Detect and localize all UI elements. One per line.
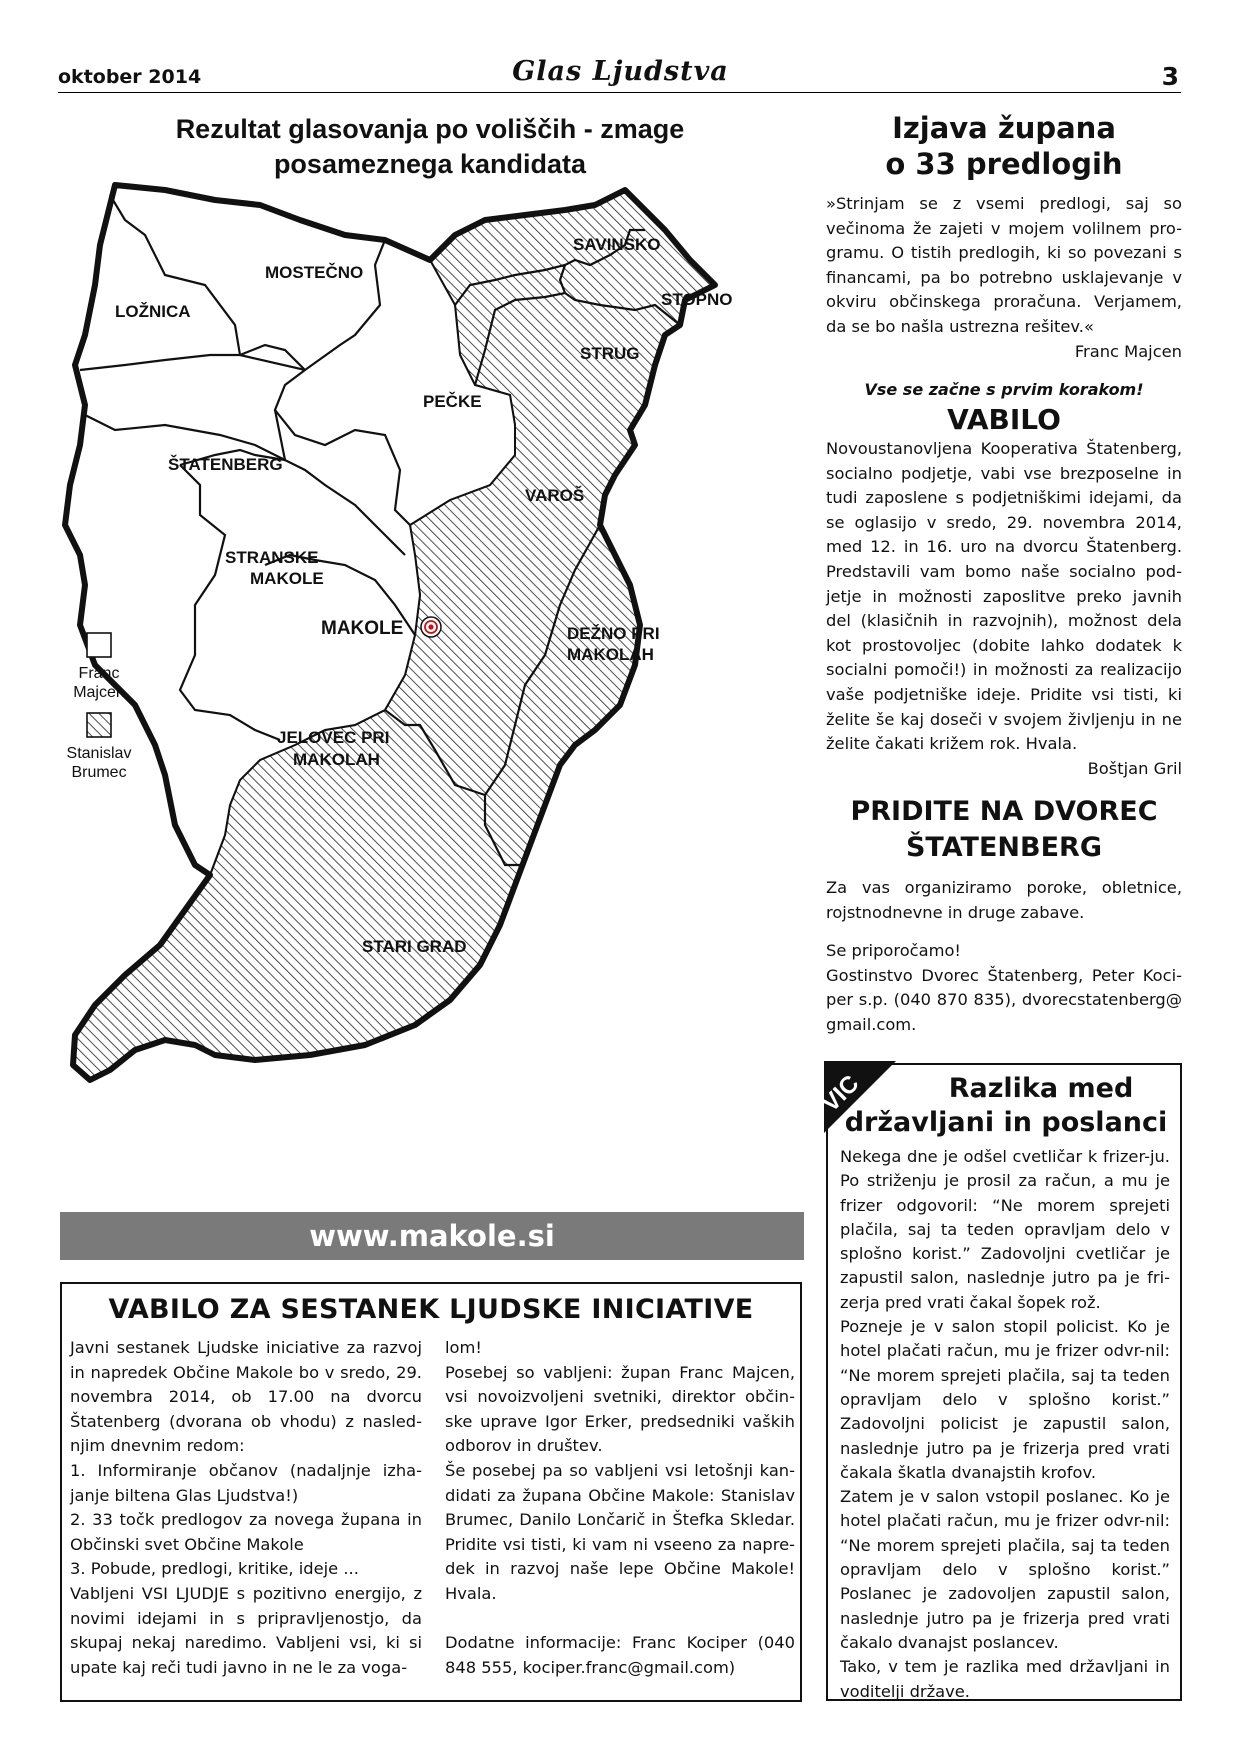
joke-title-line1: Razlika med: [948, 1073, 1134, 1104]
label-jelovec-line1: JELOVEC PRI: [277, 728, 390, 747]
joke-paragraph: Zatem je v salon vstopil poslanec. Ko je hotel plačati račun, mu je frizer odvr-nil: “Ne morem sprejeti plačila, saj ta teden opravljam delo v splošno korist.” Poslanec je zadovoljen zapustil salon, naslednje jutro pa je frizerja pred vrati čakalo dvanajst poslancev.: [840, 1487, 1170, 1652]
mayor-title-line2: o 33 predlogih: [885, 147, 1123, 181]
dvorec-title-line2: ŠTATENBERG: [905, 832, 1102, 863]
dvorec-title: [826, 794, 1182, 866]
joke-box: [817, 1063, 1182, 1701]
joke-paragraph: Tako, v tem je razlika med državljani in voditelji države.: [840, 1657, 1170, 1701]
vic-badge-text: VIC: [817, 1070, 865, 1118]
label-savinsko: SAVINSKO: [573, 235, 661, 254]
label-stopno: STOPNO: [661, 290, 733, 309]
mayor-statement-text: »Strinjam se z vsemi predlogi, saj so večinoma že zajeti v mojem volilnem pro-gramu. O tistih predlogih, ki so povezani s financami, pa bo potrebno usklajevanje v okviru občinskega proračuna. Verjamem, da se bo našla ustrezna rešitev.«: [826, 194, 1182, 336]
label-makole: MAKOLE: [321, 618, 404, 639]
election-map-svg: [55, 185, 805, 1195]
invitation-agenda-item: 3. Pobude, predlogi, kritike, ideje ...: [70, 1559, 359, 1579]
joke-paragraph: Nekega dne je odšel cvetličar k frizer-ju. Po striženju je prosil za račun, a mu je frizer odgovoril: “Ne morem sprejeti plačila, saj ta teden opravljam delo v splošno korist.” Zadovoljni cvetličar je zapustil salon, naslednje jutro pa je fri-zerja pred vrati čakal šopek rož.: [840, 1147, 1170, 1312]
legend-majcen-swatch: [87, 633, 111, 657]
joke-title-line2: državljani in poslanci: [844, 1107, 1168, 1138]
vabilo-title: VABILO: [947, 403, 1061, 436]
mayor-signature: Franc Majcen: [1074, 341, 1182, 361]
dvorec-contact: Gostinstvo Dvorec Štatenberg, Peter Koci-per s.p. (040 870 835), dvorecstatenberg@ gmail.com.: [826, 965, 1182, 1034]
invitation-contact: Dodatne informacije: Franc Kociper (040 848 555, kociper.franc@gmail.com): [445, 1633, 795, 1677]
label-varos: VAROŠ: [525, 486, 585, 505]
invitation-spacer: [445, 1607, 795, 1632]
map-title-line2: posameznega kandidata: [273, 149, 587, 179]
header-rule: [58, 92, 1181, 93]
legend-brumec-line2: Brumec: [71, 764, 127, 781]
label-stranske-line2: MAKOLE: [250, 569, 324, 588]
invitation-right-column: [445, 1336, 795, 1680]
joke-title: [844, 1072, 1174, 1140]
label-pecke: PEČKE: [423, 392, 482, 411]
joke-paragraph: Pozneje je v salon stopil policist. Ko je hotel plačati račun, mu je frizer odvr-nil: “Ne morem sprejeti plačila, saj ta teden opravljam delo v splošno korist.” Zadovoljni policist je zapustil salon, naslednje jutro pa je frizerja pred vrati čakala škatla dvanajstih krofov.: [840, 1317, 1170, 1482]
label-mostecno: MOSTEČNO: [265, 263, 364, 282]
legend-brumec-swatch: [87, 713, 111, 737]
invitation-paragraph: Javni sestanek Ljudske iniciative za razvoj in napredek Občine Makole bo v sredo, 29. novembra 2014, ob 17.00 na dvorcu Štatenberg (dvorana ob vhodu) z nasled-njim dnevnim redom:: [70, 1338, 422, 1456]
invitation-paragraph: Vabljeni VSI LJUDJE s pozitivno energijo, z novimi idejami in s pripravljenostjo, da skupaj nekaj naredimo. Vabljeni vsi, ki si upate kaj reči tudi javno in ne le za voga-: [70, 1583, 422, 1677]
map-title: [60, 112, 800, 182]
mayor-statement-title: [826, 110, 1182, 182]
invitation-box: [60, 1282, 802, 1702]
map-title-line1: Rezultat glasovanja po voliščih - zmage: [175, 114, 685, 144]
dvorec-recommend: Se priporočamo!: [826, 941, 961, 961]
label-statenberg: ŠTATENBERG: [168, 455, 283, 474]
newspaper-title: Glas Ljudstva: [512, 56, 729, 87]
label-jelovec-line2: MAKOLAH: [293, 750, 380, 769]
legend-majcen-line1: Franc: [78, 665, 120, 682]
dvorec-title-line1: PRIDITE NA DVOREC: [850, 796, 1158, 827]
invitation-paragraph: Posebej so vabljeni: župan Franc Majcen, vsi novoizvoljeni svetniki, direktor občin-ske uprave Igor Erker, predsedniki vaških odborov in društev.: [445, 1362, 795, 1456]
invitation-agenda-item: 2. 33 točk predlogov za novega župana in Občinski svet Občine Makole: [70, 1510, 422, 1554]
mayor-title-line1: Izjava župana: [892, 111, 1116, 145]
joke-body: [840, 1145, 1170, 1704]
label-dezno-line2: MAKOLAH: [567, 645, 654, 664]
mayor-statement-body: [826, 192, 1182, 364]
legend-brumec-line1: Stanislav: [66, 745, 132, 762]
label-strug: STRUG: [580, 344, 640, 363]
legend-majcen-line2: Majcen: [73, 684, 125, 701]
page-number: 3: [1161, 62, 1179, 91]
invitation-title: VABILO ZA SESTANEK LJUDSKE INICIATIVE: [108, 1294, 754, 1325]
invitation-agenda-item: 1. Informiranje občanov (nadaljnje izha-janje biltena Glas Ljudstva!): [70, 1460, 422, 1505]
label-stranske-line1: STRANSKE: [225, 548, 319, 567]
label-dezno-line1: DEŽNO PRI: [567, 624, 660, 643]
dvorec-body: [826, 876, 1182, 1038]
dvorec-text1: Za vas organiziramo poroke, obletnice, rojstnodnevne in druge zabave.: [826, 878, 1182, 922]
invitation-paragraph: Še posebej pa so vabljeni vsi letošnji kan-didati za župana Občine Makole: Stanislav Brumec, Danilo Lončarič in Štefka Skledar. Pridite vsi tisti, ki vam ni vseeno za napre-dek in razvoj naše lepe Občine Makole! Hvala.: [445, 1460, 795, 1603]
website-banner: www.makole.si: [60, 1212, 804, 1260]
vabilo-text: Novoustanovljena Kooperativa Štatenberg, socialno podjetje, vabi vse brezposelne in tudi zaposlene s podjetniškimi idejami, da se oglasijo v sredo, 29. novembra 2014, med 12. in 16. uro na dvorcu Štatenberg. Predstavili vam bomo naše socialno pod-jetje in možnosti zaposlitve preko javnih del (klasičnih in razvojnih), možnost dela kot prostovoljec (dobite lahko dodatek k socialni pomoči!) in možnosti za realizacijo vaše podjetniške ideje. Pridite vsi tisti, ki želite še kaj doseči v svojem življenju in ne želite čakati križem rok. Hvala.: [826, 439, 1182, 754]
invitation-left-column: [70, 1336, 422, 1680]
label-stari-grad: STARI GRAD: [362, 937, 467, 956]
vabilo-slogan: Vse se začne s prvim korakom!: [864, 380, 1144, 399]
label-loznica: LOŽNICA: [115, 302, 191, 321]
makole-center-icon: [421, 617, 441, 637]
invitation-paragraph: lom!: [445, 1338, 482, 1357]
issue-date: oktober 2014: [58, 66, 202, 88]
vabilo-body: [826, 437, 1182, 781]
vabilo-signature: Boštjan Gril: [1087, 758, 1182, 778]
election-map: [55, 185, 805, 1195]
